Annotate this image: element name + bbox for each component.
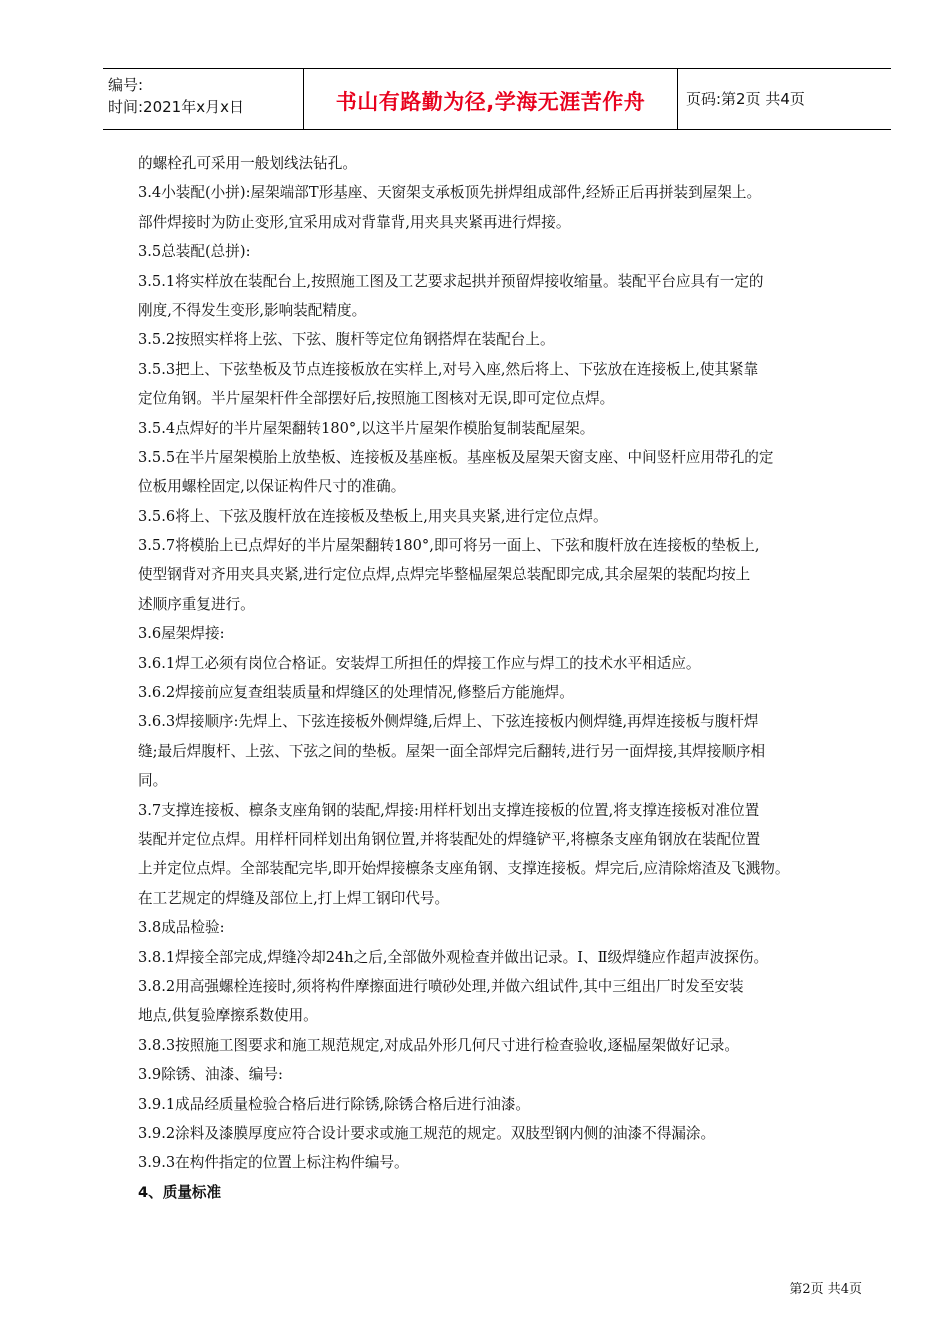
body-line: 在工艺规定的焊缝及部位上,打上焊工钢印代号。 — [138, 889, 450, 907]
page-header — [103, 68, 891, 130]
page-footer-number: 第2页 共4页 — [789, 1282, 862, 1297]
body-line: 3.6.1焊工必须有岗位合格证。安装焊工所担任的焊接工作应与焊工的技术水平相适应。 — [138, 654, 701, 672]
body-line: 缝;最后焊腹杆、上弦、下弦之间的垫板。屋架一面全部焊完后翻转,进行另一面焊接,其焊接顺序相 — [138, 742, 766, 760]
chapter-heading: 4、质量标准 — [138, 1183, 222, 1201]
header-page-cell — [678, 69, 891, 129]
section-heading: 3.8成品检验: — [138, 919, 225, 937]
section-heading: 3.6屋架焊接: — [138, 625, 225, 643]
body-line: 定位角钢。半片屋架杆件全部摆好后,按照施工图核对无误,即可定位点焊。 — [138, 390, 615, 408]
body-line: 3.4小装配(小拼):屋架端部T形基座、天窗架支承板顶先拼焊组成部件,经矫正后再拼装到屋架上。 — [138, 184, 762, 202]
body-line: 3.5.1将实样放在装配台上,按照施工图及工艺要求起拱并预留焊接收缩量。装配平台应具有一定的 — [138, 272, 764, 290]
body-line: 3.5.2按照实样将上弦、下弦、腹杆等定位角钢搭焊在装配台上。 — [138, 331, 555, 349]
body-line: 3.5.7将模胎上已点焊好的半片屋架翻转180°,即可将另一面上、下弦和腹杆放在连接板的垫板上, — [138, 537, 760, 555]
body-line: 3.6.2焊接前应复查组装质量和焊缝区的处理情况,修整后方能施焊。 — [138, 684, 574, 702]
body-line: 装配并定位点焊。用样杆同样划出角钢位置,并将装配处的焊缝铲平,将檩条支座角钢放在装配位置 — [138, 830, 761, 848]
body-line: 刚度,不得发生变形,影响装配精度。 — [138, 301, 367, 319]
header-motto-cell — [304, 69, 678, 129]
document-time-label: 时间:2021年x月x日 — [108, 98, 244, 116]
body-line: 3.9.3在构件指定的位置上标注构件编号。 — [138, 1154, 409, 1172]
document-number-label: 编号: — [108, 76, 144, 94]
body-line: 3.9.2涂料及漆膜厚度应符合设计要求或施工规范的规定。双肢型钢内侧的油漆不得漏涂。 — [138, 1124, 716, 1142]
body-line: 3.8.3按照施工图要求和施工规范规定,对成品外形几何尺寸进行检查验收,逐榀屋架做好记录。 — [138, 1036, 739, 1054]
body-line: 3.8.1焊接全部完成,焊缝冷却24h之后,全部做外观检查并做出记录。Ⅰ、Ⅱ级焊缝应作超声波探伤。 — [138, 948, 769, 966]
body-line: 同。 — [138, 772, 168, 790]
body-line: 述顺序重复进行。 — [138, 595, 255, 613]
body-line: 3.5.3把上、下弦垫板及节点连接板放在实样上,对号入座,然后将上、下弦放在连接板上,使其紧靠 — [138, 360, 759, 378]
body-line: 3.5.4点焊好的半片屋架翻转180°,以这半片屋架作模胎复制装配屋架。 — [138, 419, 595, 437]
header-motto: 书山有路勤为径,学海无涯苦作舟 — [335, 90, 646, 114]
body-line: 地点,供复验摩擦系数使用。 — [138, 1007, 318, 1025]
body-line: 3.9.1成品经质量检验合格后进行除锈,除锈合格后进行油漆。 — [138, 1095, 531, 1113]
document-body — [138, 149, 864, 1207]
body-line: 3.5.5在半片屋架模胎上放垫板、连接板及基座板。基座板及屋架天窗支座、中间竖杆应用带孔的定 — [138, 448, 774, 466]
body-line: 3.5.6将上、下弦及腹杆放在连接板及垫板上,用夹具夹紧,进行定位点焊。 — [138, 507, 608, 525]
body-line: 3.7支撑连接板、檩条支座角钢的装配,焊接:用样杆划出支撑连接板的位置,将支撑连接板对准位置 — [138, 801, 760, 819]
body-line: 使型钢背对齐用夹具夹紧,进行定位点焊,点焊完毕整榀屋架总装配即完成,其余屋架的装配均按上 — [138, 566, 751, 584]
body-line: 3.8.2用高强螺栓连接时,须将构件摩擦面进行喷砂处理,并做六组试件,其中三组出厂时发至安装 — [138, 977, 744, 995]
body-line: 3.6.3焊接顺序:先焊上、下弦连接板外侧焊缝,后焊上、下弦连接板内侧焊缝,再焊连接板与腹杆焊 — [138, 713, 759, 731]
body-line: 部件焊接时为防止变形,宜采用成对背靠背,用夹具夹紧再进行焊接。 — [138, 213, 571, 231]
header-page-code: 页码:第2页 共4页 — [686, 90, 805, 108]
header-meta-cell — [103, 69, 304, 129]
section-heading: 3.9除锈、油漆、编号: — [138, 1066, 283, 1084]
body-line: 位板用螺栓固定,以保证构件尺寸的准确。 — [138, 478, 406, 496]
body-line: 的螺栓孔可采用一般划线法钻孔。 — [138, 155, 357, 172]
body-line: 上并定位点焊。全部装配完毕,即开始焊接檩条支座角钢、支撑连接板。焊完后,应清除熔渣及飞溅物。 — [138, 860, 790, 878]
section-heading: 3.5总装配(总拼): — [138, 243, 251, 261]
